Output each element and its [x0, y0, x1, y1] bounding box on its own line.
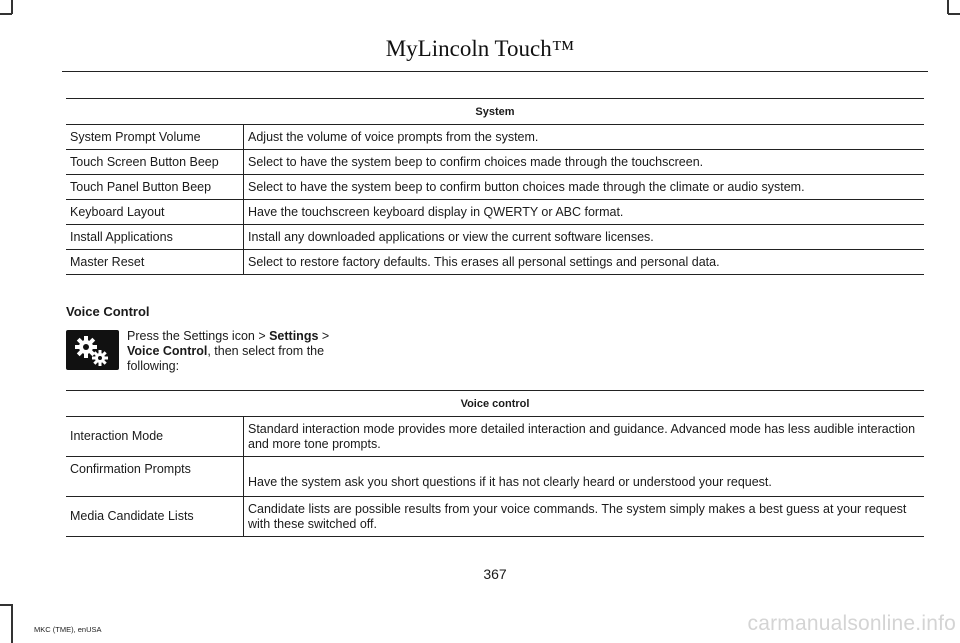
voice-control-table — [66, 390, 924, 537]
setting-name: Media Candidate Lists — [66, 497, 244, 537]
table-row — [66, 125, 924, 150]
page-header-title: MyLincoln Touch™ — [385, 36, 575, 61]
crop-mark — [947, 0, 949, 14]
header-divider — [62, 71, 928, 72]
setting-name: Confirmation Prompts — [66, 457, 244, 497]
table-row — [66, 497, 924, 537]
setting-description: Candidate lists are possible results from your voice commands. The system simply makes a best guess at your request with these switched off. — [244, 497, 925, 537]
settings-menu-label: Settings — [269, 329, 319, 343]
table-row — [66, 250, 924, 275]
table-row — [66, 200, 924, 225]
setting-name: Keyboard Layout — [66, 200, 244, 225]
instruction-separator: > — [318, 329, 330, 343]
voice-control-instructions — [127, 329, 347, 374]
settings-gears-icon — [66, 330, 119, 370]
table-title: System — [66, 99, 924, 125]
crop-mark — [11, 604, 13, 643]
setting-name: Touch Panel Button Beep — [66, 175, 244, 200]
setting-description: Standard interaction mode provides more detailed interaction and guidance. Advanced mode has less audible interaction and more tone prompts. — [244, 417, 925, 457]
crop-mark — [0, 13, 12, 15]
setting-name: System Prompt Volume — [66, 125, 244, 150]
voice-control-menu-label: Voice Control — [127, 344, 208, 358]
crop-mark — [11, 0, 13, 14]
system-settings-table — [66, 98, 924, 275]
table-row — [66, 175, 924, 200]
table-row — [66, 150, 924, 175]
instruction-text: , then select from the following: — [127, 344, 325, 373]
document-code: MKC (TME), enUSA — [34, 625, 102, 634]
setting-name: Interaction Mode — [66, 417, 244, 457]
table-title: Voice control — [66, 391, 924, 417]
page-number: 367 — [483, 566, 507, 582]
watermark: carmanualsonline.info — [747, 612, 956, 635]
setting-description: Select to have the system beep to confirm button choices made through the climate or audio system. — [244, 175, 925, 200]
section-heading: Voice Control — [66, 304, 150, 319]
setting-description: Have the touchscreen keyboard display in QWERTY or ABC format. — [244, 200, 925, 225]
crop-mark — [948, 13, 960, 15]
table-row — [66, 225, 924, 250]
table-row — [66, 417, 924, 457]
setting-description: Adjust the volume of voice prompts from the system. — [244, 125, 925, 150]
setting-description: Have the system ask you short questions if it has not clearly heard or understood your request. — [244, 457, 925, 497]
instruction-text: Press the Settings icon > — [127, 329, 270, 343]
setting-description: Select to restore factory defaults. This erases all personal settings and personal data. — [244, 250, 925, 275]
setting-name: Install Applications — [66, 225, 244, 250]
setting-description: Select to have the system beep to confirm choices made through the touchscreen. — [244, 150, 925, 175]
crop-mark — [0, 604, 12, 606]
setting-name: Touch Screen Button Beep — [66, 150, 244, 175]
setting-name: Master Reset — [66, 250, 244, 275]
table-row — [66, 457, 924, 497]
setting-description: Install any downloaded applications or view the current software licenses. — [244, 225, 925, 250]
